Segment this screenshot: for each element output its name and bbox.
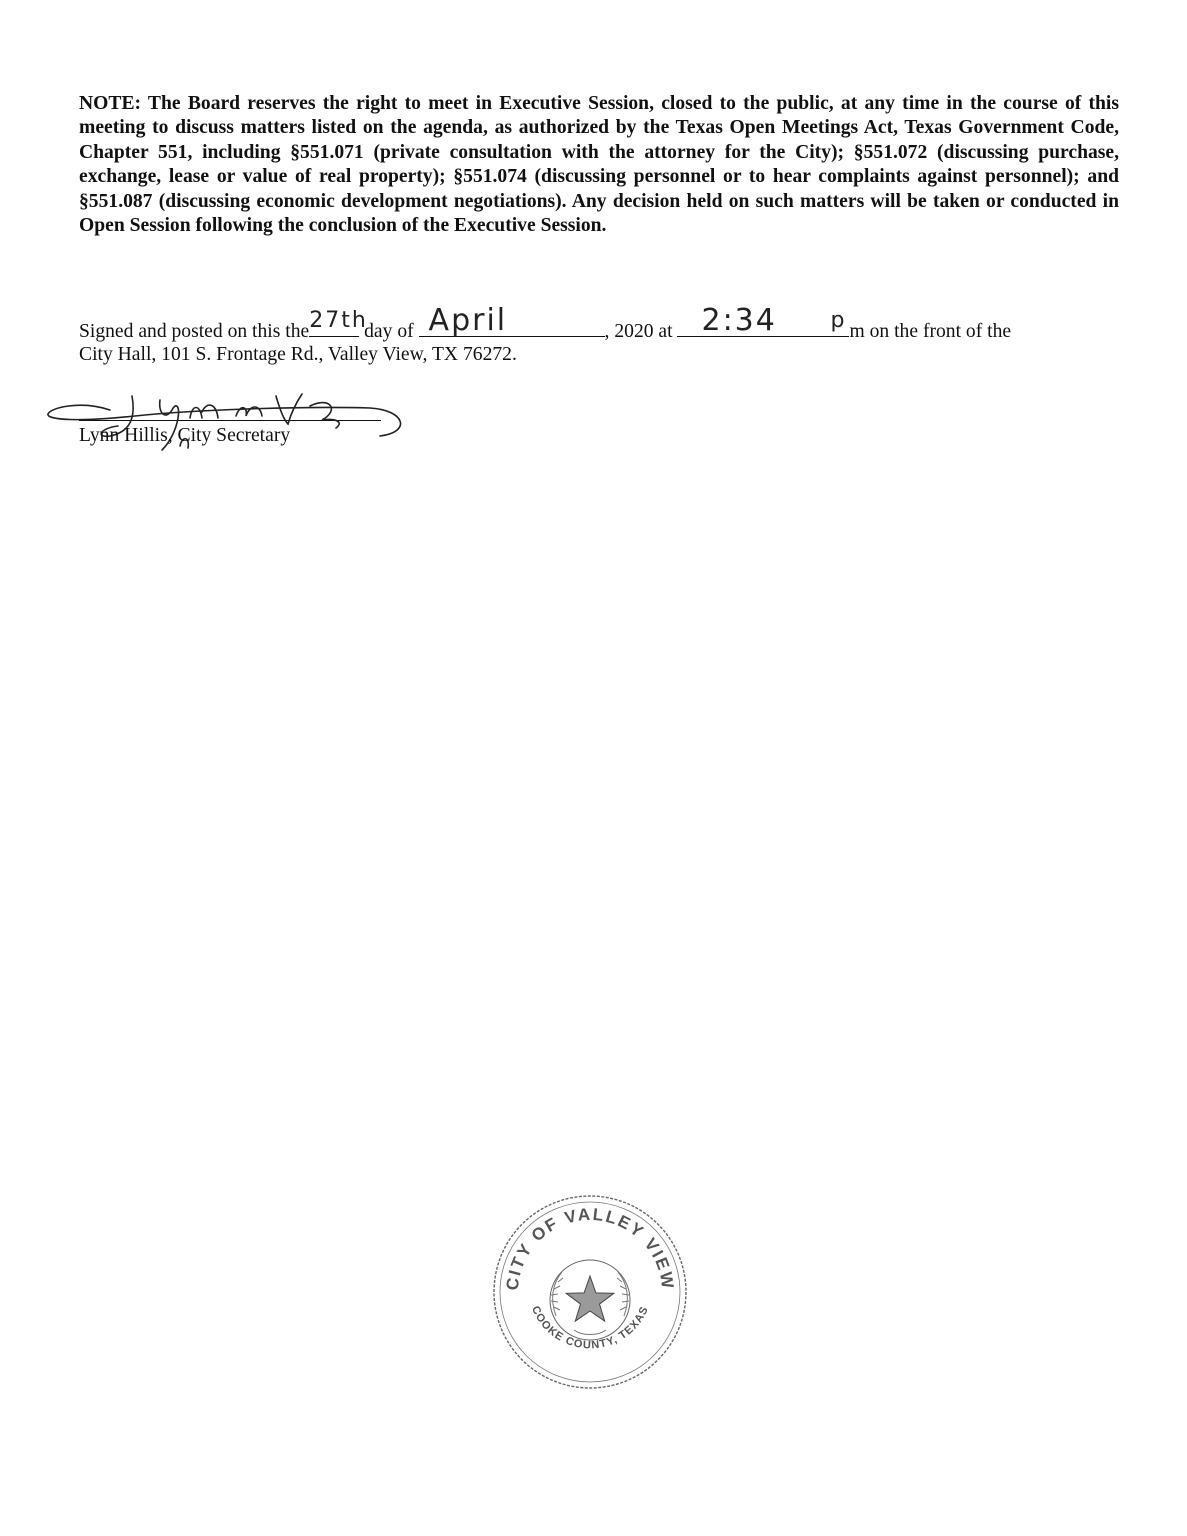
posting-statement (79, 303, 1012, 343)
meridiem-blank (827, 308, 849, 337)
month-blank (419, 303, 605, 338)
seal-star-icon (566, 1276, 614, 1321)
handwritten-day: 27th (309, 308, 368, 333)
year-at-label: , 2020 at (604, 321, 673, 342)
signatory-name-title: Lynn Hillis, City Secretary (79, 425, 291, 446)
posting-address: City Hall, 101 S. Frontage Rd., Valley View, TX 76272. (79, 344, 517, 365)
time-blank (677, 303, 827, 338)
handwritten-time: 2:34 (701, 303, 777, 338)
seal-top-text: CITY OF VALLEY VIEW (502, 1204, 678, 1292)
handwritten-month: April (428, 303, 508, 338)
posting-suffix: m on the front of the (849, 321, 1012, 342)
posting-prefix: Signed and posted on this the (79, 321, 310, 342)
executive-session-note: NOTE: The Board reserves the right to meet in Executive Session, closed to the public, at any time in the course of this meeting to discuss matters listed on the agenda, as authorized by the Texas Open Meetings Act, Texas Government Code, Chapter 551, including §551.071 (private consultation with the attorney for the City); §551.072 (discussing purchase, exchange, lease or value of real property); §551.074 (discussing personnel or to hear complaints against personnel); and §551.087 (discussing economic development negotiations). Any decision held on such matters will be taken or conducted in Open Session following the conclusion of the Executive Session. (79, 93, 1119, 237)
day-blank (309, 308, 368, 337)
city-seal (490, 1192, 690, 1392)
day-of-label: day of (364, 321, 414, 342)
handwritten-meridiem: p (830, 308, 847, 333)
seal-bottom-text: COOKE COUNTY, TEXAS (528, 1304, 651, 1352)
